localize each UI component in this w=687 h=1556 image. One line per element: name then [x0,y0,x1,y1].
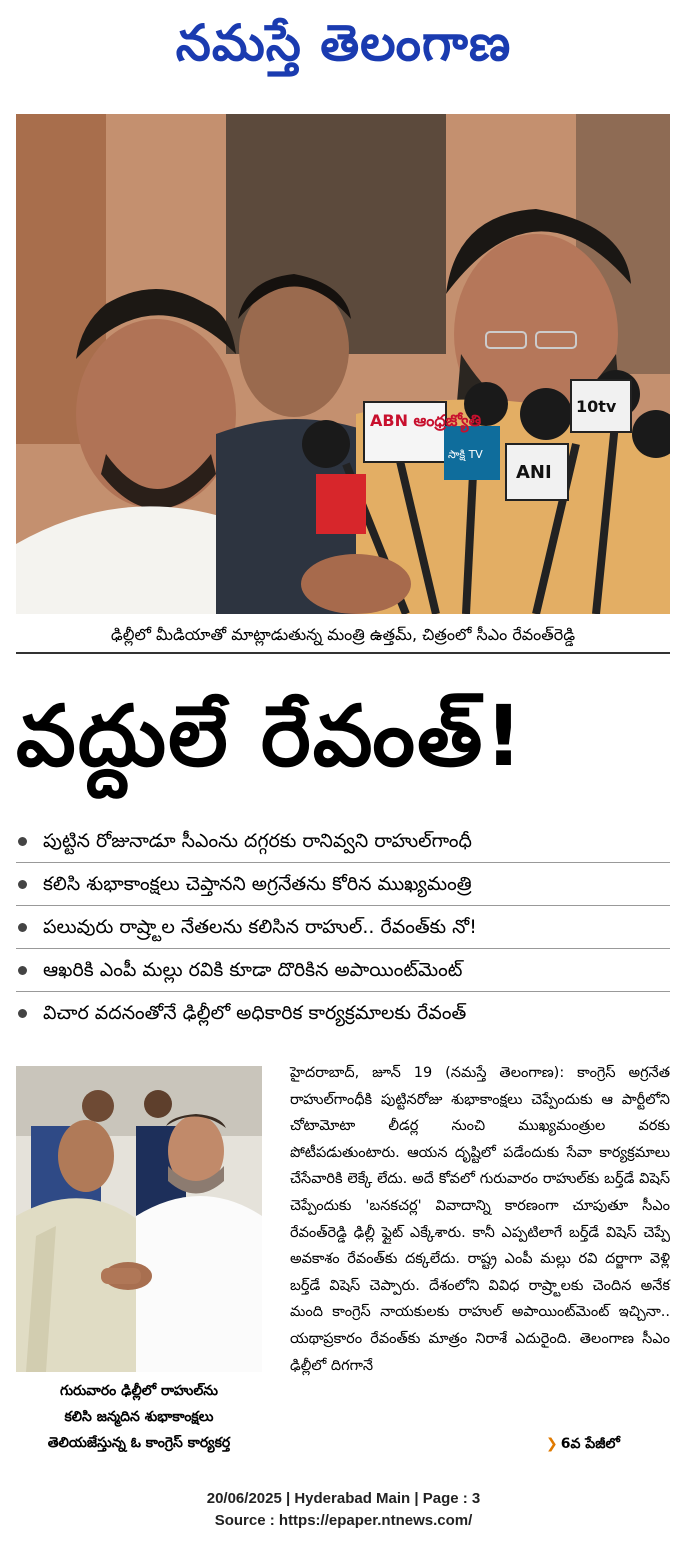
bullet-text: పుట్టిన రోజునాడూ సీఎంను దగ్గరకు రానివ్వని రాహుల్‌గాంధీ [43,830,472,852]
arrow-icon: ❯ [546,1436,558,1452]
list-item [16,863,670,906]
main-photo-caption: ఢిల్లీలో మీడియాతో మాట్లాడుతున్న మంత్రి ఉత్తమ్, చిత్రంలో సీఎం రేవంత్‌రెడ్డి [16,618,670,654]
article-text: హైదరాబాద్, జూన్ 19 (నమస్తే తెలంగాణ): కాంగ్రెస్ అగ్రనేత రాహుల్‌గాంధీకి పుట్టినరోజు శుభాకాంక్షలు చెప్పేందుకు ఆ పార్టీలోని చోటామోటా లీడర్ల నుంచి ముఖ్యమంత్రుల వరకు పోటీపడుతుంటారు. ఆయన దృష్టిలో పడేందుకు సేవా కార్యక్రమాలు చేసేవారికి లెక్కే లేదు. అదే కోవలో గురువారం రాహుల్‌కు బర్త్‌డే విషెస్ చెప్పేందుకు 'బనకచర్ల' వివాదాన్ని కారణంగా చూపుతూ సీఎం రేవంత్‌రెడ్డి ఢిల్లీ ఫ్లైట్ ఎక్కేశారు. కానీ ఎప్పటిలాగే బర్త్‌డే విషెస్ చెప్పే అవకాశం రేవంత్‌కు దక్కలేదు. రాష్ట్ర ఎంపీ మల్లు రవి దర్జాగా వెళ్లి బర్త్‌డే విషెస్ చెప్పారు. దేశంలోని వివిధ రాష్ర్టాలకు చెందిన అనేక మంది కాంగ్రెస్ నాయకులకు రాహుల్ అపాయింట్‌మెంట్ ఇచ్చినా.. యథాప్రకారం రేవంత్‌కు మాత్రం నిరాశే ఎదురైంది. తెలంగాణ సీఎం ఢిల్లీలో దిగగానే [290,1065,670,1374]
article-body [290,1060,670,1379]
bullet-icon [18,1009,27,1018]
tentv-mic-label: 10tv [576,397,617,416]
main-news-photo [16,114,670,614]
bullet-text: విచార వదనంతోనే ఢిల్లీలో అధికారిక కార్యక్రమాలకు రేవంత్ [43,1002,467,1024]
footer-source: Source : https://epaper.ntnews.com/ [214,1512,473,1529]
ani-mic-label: ANI [516,462,552,483]
bullet-list [16,820,670,1034]
side-photo-caption [16,1378,262,1456]
bullet-icon [18,880,27,889]
footer-edition-info: 20/06/2025 | Hyderabad Main | Page : 3 [206,1490,481,1507]
list-item [16,906,670,949]
list-item [16,992,670,1034]
sakshi-mic-label: సాక్షి TV [448,448,483,461]
page-footer [0,1488,687,1532]
bullet-text: కలిసి శుభాకాంక్షలు చెప్తానని అగ్రనేతను కోరిన ముఖ్యమంత్రి [43,873,472,895]
continued-label: 6వ పేజీలో [560,1436,620,1452]
continued-link[interactable] [546,1431,620,1457]
abn-mic-label: ABN ఆంధ్రజ్యోతి [370,411,482,430]
list-item [16,949,670,992]
bullet-icon [18,966,27,975]
bullet-text: పలువురు రాష్ర్టాల నేతలను కలిసిన రాహుల్.. రేవంత్‌కు నో! [43,916,477,938]
bullet-icon [18,837,27,846]
list-item [16,820,670,863]
masthead-title: నమస్తే తెలంగాణ [175,14,512,72]
side-news-photo [16,1066,262,1372]
bullet-text: ఆఖరికి ఎంపీ మల్లు రవికి కూడా దొరికిన అపాయింట్‌మెంట్ [43,959,463,981]
headline: వద్దులే రేవంత్! [16,687,525,785]
side-caption-line: గురువారం ఢిల్లీలో రాహుల్‌ను [60,1383,218,1399]
side-caption-line: తెలియజేస్తున్న ఓ కాంగ్రెస్ కార్యకర్త [47,1435,231,1451]
bullet-icon [18,923,27,932]
side-caption-line: కలిసి జన్మదిన శుభాకాంక్షలు [64,1409,214,1425]
